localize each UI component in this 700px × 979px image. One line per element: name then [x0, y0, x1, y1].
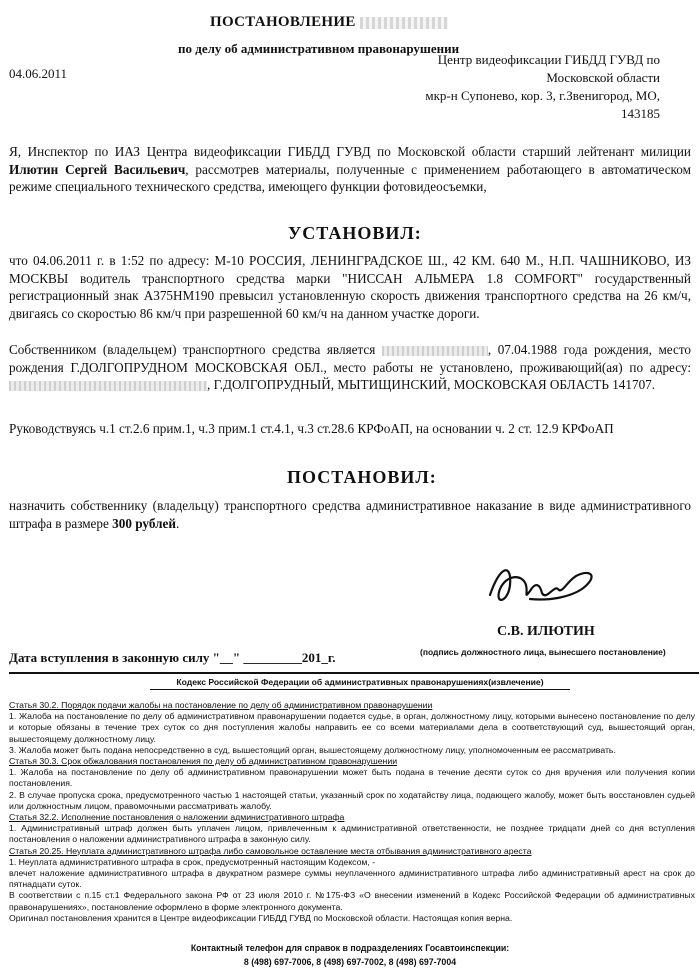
owner-birthdate: , 07.04.1988: [487, 342, 558, 357]
redacted-owner-name: [382, 346, 488, 356]
codex-title: Кодекс Российской Федерации об административных правонарушениях(извлечение): [150, 677, 570, 690]
effective-date-label: Дата вступления в законную силу "__" _________201_г.: [9, 650, 336, 665]
signature-caption: (подпись должностного лица, вынесшего постановление): [420, 647, 666, 657]
issuing-authority: [380, 51, 660, 123]
resolved-heading: ПОСТАНОВИЛ:: [287, 467, 437, 487]
signer-name: С.В. ИЛЮТИН: [497, 624, 595, 639]
owner-text: Собственником (владельцем) транспортного средства является: [9, 342, 376, 357]
codex-article-heading: Статья 30.2. Порядок подачи жалобы на постановление по делу об административном правонарушении: [9, 700, 433, 710]
offense-time: что 04.06.2011 г. в 1:52 по адресу:: [9, 253, 215, 268]
redacted-number: [360, 17, 448, 29]
offense-address: М-10 РОССИЯ, ЛЕНИНГРАДСКОЕ Ш., 42 КМ. 640 М., Н.П. ЧАШНИКОВО, ИЗ МОСКВЫ: [9, 253, 691, 286]
owner-text-3: , место работы не установлено, проживающий(ая) по адресу:: [323, 359, 691, 375]
codex-clause: 1. Жалоба на постановление по делу об административном правонарушении может быть подана в течение десяти суток со дня вручения или получения копии постановления.: [9, 767, 695, 789]
owner-birthplace: Г.ДОЛГОПРУДНОМ МОСКОВСКАЯ ОБЛ.: [70, 359, 324, 375]
codex-clause: 2. В случае пропуска срока, предусмотренного частью 1 настоящей статьи, указанный срок по ходатайству лица, подающего жалобу, может быть восстановлен судьей или должностным лицом, правомочными рассматривать жалобу.: [9, 789, 695, 811]
inspector-signature: [470, 555, 610, 615]
intro-paragraph: [9, 143, 691, 196]
codex-clause: 1. Административный штраф должен быть уплачен лицом, привлеченным к административной ответственности, не позднее тридцати дней со дня вступления постановления о наложении административного штрафа в законную силу.: [9, 823, 695, 845]
offense-text: водитель транспортного средства марки: [68, 270, 343, 286]
established-heading: УСТАНОВИЛ:: [288, 223, 422, 243]
intro-text: Я, Инспектор по ИАЗ Центра видеофиксации ГИБДД ГУВД по Московской области старший лейтенант милиции: [9, 144, 691, 159]
document-title: [210, 14, 448, 31]
document-subtitle: по делу об административном правонарушении: [178, 41, 460, 56]
intro-text-end: , рассмотрев материалы, полученные с применением работающего в автоматическом режиме специального технического средства, имеющего функции фотовидеосъемки,: [9, 161, 691, 195]
owner-text-end: .: [651, 377, 656, 393]
codex-extract: [9, 700, 695, 924]
inspector-name: Илютин Сергей Васильевич: [9, 161, 186, 177]
codex-clause: 3. Жалоба может быть подана непосредственно в суд, вышестоящий орган, вышестоящему должностному лицу, уполномоченным ее рассматривать.: [9, 744, 616, 755]
resolution-text-end: .: [175, 515, 180, 531]
codex-clause: влечет наложение административного штрафа в двукратном размере суммы неуплаченного административного штрафа либо административный арест на срок до пятнадцати суток.: [9, 868, 695, 890]
fine-amount: 300 рублей: [112, 515, 176, 531]
authority-line: Центр видеофиксации ГИБДД ГУВД по: [437, 52, 660, 67]
codex-article-heading: Статья 32.2. Исполнение постановления о наложении административного штрафа: [9, 812, 345, 823]
codex-article-heading: Статья 20.25. Неуплата административного штрафа либо самовольное оставление места отбывания административного ареста: [9, 845, 532, 856]
vehicle-model: "НИССАН АЛЬМЕРА 1.8 COMFORT": [342, 270, 584, 286]
owner-paragraph: [9, 341, 691, 394]
authority-line: мкр-н Супонево, кор. 3, г.Звенигород, МО,: [425, 88, 660, 103]
legal-basis-paragraph: Руководствуясь ч.1 ст.2.6 прим.1, ч.3 прим.1 ст.4.1, ч.3 ст.28.6 КРФоАП, на основании ч. 2 ст. 12.9 КРФоАП: [9, 421, 614, 436]
codex-clause: Оригинал постановления хранится в Центре видеофиксации ГИБДД ГУВД по Московской области. Настоящая копия верна.: [9, 912, 513, 923]
codex-clause: В соответствии с п.15 ст.1 Федерального закона РФ от 23 июля 2010 г. №175-ФЗ «О внесении изменений в Кодекс Российской Федерации об административных правонарушениях», постановление оформлено в форме электронного документа.: [9, 890, 695, 912]
resolution-paragraph: [9, 497, 691, 532]
redacted-owner-address: [9, 381, 207, 391]
contact-phones: 8 (498) 697-7006, 8 (498) 697-7002, 8 (498) 697-7004: [243, 957, 457, 967]
codex-clause: 1. Жалоба на постановление по делу об административном правонарушении подается судье, в орган, должностному лицу, которыми вынесено постановление по делу и которые обязаны в течение трех суток со дня поступления жалобы направить ее со всеми материалами дела в соответствующий суд, вышестоящий орган, вышестоящему должностному лицу.: [9, 711, 695, 744]
contact-label: Контактный телефон для справок в подразделениях Госавтоинспекции:: [190, 943, 510, 953]
authority-line: 143185: [621, 106, 660, 121]
codex-article-heading: Статья 30.3. Срок обжалования постановления по делу об административном правонарушении: [9, 756, 398, 767]
authority-line: Московской области: [546, 70, 660, 85]
owner-city: , Г.ДОЛГОПРУДНЫЙ, МЫТИЩИНСКИЙ, МОСКОВСКАЯ ОБЛАСТЬ 141707: [207, 377, 652, 393]
title-text: ПОСТАНОВЛЕНИЕ: [210, 14, 356, 30]
resolution-text: назначить собственнику (владельцу) транспортного средства административное наказание в виде административного штрафа в размере: [9, 498, 691, 531]
codex-clause: 1. Неуплата административного штрафа в срок, предусмотренный настоящим Кодексом, -: [9, 856, 376, 867]
established-paragraph: [9, 252, 691, 322]
owner-text-2: года рождения, место рождения: [9, 342, 692, 375]
offense-details: государственный регистрационный знак А375НМ190 превысил установленную скорость движения транспортного средства на 26 км/ч, двигаясь со скоростью 86 км/ч при разрешенной 60 км/ч на данном участке дороги.: [9, 270, 691, 321]
document-date: 04.06.2011: [9, 66, 68, 81]
